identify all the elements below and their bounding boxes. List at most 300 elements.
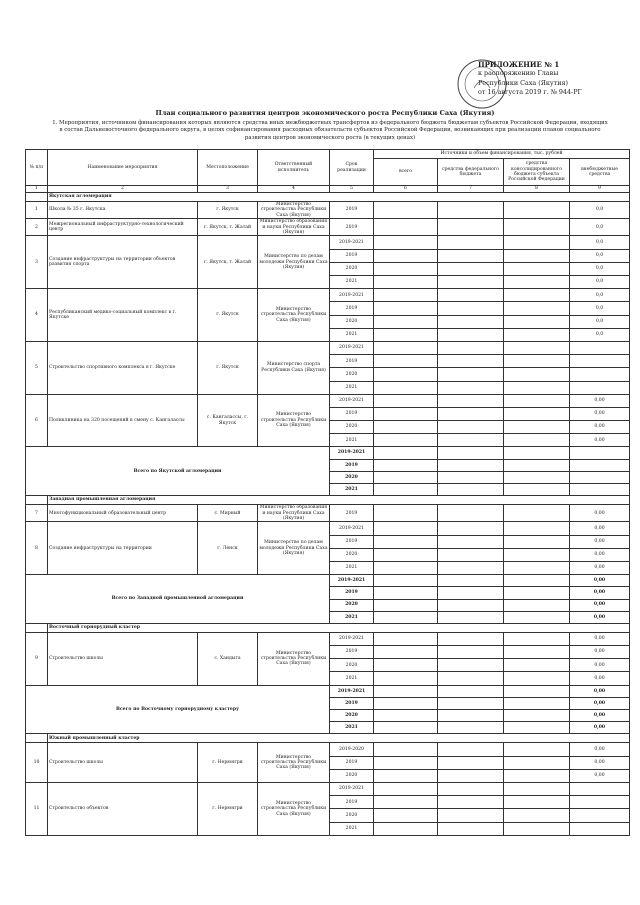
amount-federal: [438, 368, 504, 381]
amount-federal: [438, 809, 504, 822]
total-period: 2019: [330, 587, 374, 599]
measure-executor: Министерство строительства Республики Саха (Якутия): [258, 743, 330, 783]
total-extra: 0,00: [570, 587, 630, 599]
total-extra: 0,00: [570, 685, 630, 697]
amount-extra: 0,00: [570, 522, 630, 535]
table-row: [26, 219, 630, 236]
total-extra: [570, 471, 630, 483]
table-row: [26, 289, 630, 302]
section-title: Южный промышленный кластер: [48, 734, 630, 743]
measure-executor: Министерство строительства Республики Саха (Якутия): [258, 782, 330, 835]
amount-federal: [438, 756, 504, 769]
measure-name: Республиканский медико-социальный комплекс в г. Якутске: [48, 289, 198, 342]
approval-block: [478, 60, 628, 98]
row-number: 3: [26, 236, 48, 289]
header-location: Местоположение: [198, 150, 258, 186]
measure-executor: Министерство по делам молодежи Республики Саха (Якутия): [258, 236, 330, 289]
total-amount: [374, 697, 438, 709]
amount-total: [374, 782, 438, 795]
section-header-row: [26, 496, 630, 505]
plan-table: [25, 149, 630, 836]
amount-regional: [504, 236, 570, 249]
row-number: 9: [26, 632, 48, 685]
total-extra: [570, 484, 630, 496]
document-subtitle: 1. Мероприятия, источником финансирования которых являются средства иных межбюджетных трансфертов из федерального бюджета бюджетам субъектов Российской Федерации, входящих в состав Дальневосточного федерального округа, в целях софинансирования расходных обязательств субъектов Российской Федерации, возникающих при реализации планов социального развития центров экономического роста (в текущих ценах): [52, 120, 608, 141]
approval-line-2: к распоряжению Главы: [478, 69, 559, 78]
amount-extra: 0,0: [570, 202, 630, 219]
amount-extra: 0,0: [570, 276, 630, 289]
measure-executor: Министерство строительства Республики Саха (Якутия): [258, 394, 330, 447]
total-amount: [374, 587, 438, 599]
approval-line-1: ПРИЛОЖЕНИЕ № 1: [478, 60, 560, 69]
total-federal: [438, 599, 504, 611]
amount-regional: [504, 276, 570, 289]
total-regional: [504, 599, 570, 611]
total-federal: [438, 471, 504, 483]
total-federal: [438, 447, 504, 459]
measure-period: 2020: [330, 368, 374, 381]
total-period: 2021: [330, 611, 374, 623]
amount-federal: [438, 262, 504, 275]
amount-regional: [504, 561, 570, 574]
amount-federal: [438, 355, 504, 368]
amount-federal: [438, 407, 504, 420]
measure-period: 2019-2020: [330, 743, 374, 756]
total-extra: [570, 459, 630, 471]
total-amount: [374, 575, 438, 587]
measure-period: 2021: [330, 328, 374, 341]
amount-total: [374, 262, 438, 275]
document-title: План социального развития центров экономического роста Республики Саха (Якутия): [155, 109, 495, 117]
amount-regional: [504, 355, 570, 368]
amount-regional: [504, 368, 570, 381]
amount-federal: [438, 219, 504, 236]
amount-total: [374, 276, 438, 289]
amount-federal: [438, 249, 504, 262]
amount-federal: [438, 522, 504, 535]
total-amount: [374, 484, 438, 496]
amount-total: [374, 407, 438, 420]
row-number: 4: [26, 289, 48, 342]
amount-extra: [570, 782, 630, 795]
column-number: 6: [374, 186, 438, 193]
amount-regional: [504, 289, 570, 302]
table-row: [26, 341, 630, 354]
amount-regional: [504, 421, 570, 434]
measure-name: Создание инфраструктуры на территории: [48, 522, 198, 575]
amount-extra: 0,0: [570, 249, 630, 262]
amount-total: [374, 659, 438, 672]
measure-period: 2019-2021: [330, 522, 374, 535]
amount-federal: [438, 289, 504, 302]
amount-extra: 0,00: [570, 769, 630, 782]
measure-period: 2020: [330, 421, 374, 434]
amount-regional: [504, 219, 570, 236]
total-federal: [438, 611, 504, 623]
amount-extra: 0,0: [570, 315, 630, 328]
measure-executor: Министерство по делам молодежи Республики Саха (Якутия): [258, 522, 330, 575]
table-row: [26, 522, 630, 535]
amount-regional: [504, 809, 570, 822]
total-row: [26, 447, 630, 459]
total-regional: [504, 710, 570, 722]
amount-total: [374, 381, 438, 394]
amount-regional: [504, 672, 570, 685]
approval-line-4: от 16 августа 2019 г. № 944-РГ: [478, 88, 582, 97]
total-amount: [374, 685, 438, 697]
measure-location: г. Ленск: [198, 522, 258, 575]
measure-period: 2021: [330, 381, 374, 394]
amount-total: [374, 561, 438, 574]
measure-location: с. Мирный: [198, 505, 258, 522]
measure-period: 2019: [330, 796, 374, 809]
header-period: Срок реализации: [330, 150, 374, 186]
amount-federal: [438, 421, 504, 434]
header-funding: Источники и объем финансирования, тыс. рублей: [374, 150, 630, 159]
amount-total: [374, 646, 438, 659]
amount-federal: [438, 315, 504, 328]
measure-name: Строительство спортивного комплекса в г. Якутске: [48, 341, 198, 394]
header-executor: Ответственный исполнитель: [258, 150, 330, 186]
total-amount: [374, 599, 438, 611]
measure-period: 2019: [330, 505, 374, 522]
measure-name: Многофункциональный образовательный центр: [48, 505, 198, 522]
measure-executor: Министерство строительства Республики Саха (Якутия): [258, 289, 330, 342]
amount-total: [374, 302, 438, 315]
measure-period: 2019: [330, 355, 374, 368]
total-amount: [374, 447, 438, 459]
amount-federal: [438, 632, 504, 645]
total-extra: 0,00: [570, 599, 630, 611]
amount-extra: 0,00: [570, 421, 630, 434]
amount-extra: 0,00: [570, 394, 630, 407]
total-regional: [504, 611, 570, 623]
measure-period: 2021: [330, 276, 374, 289]
amount-federal: [438, 659, 504, 672]
column-numbers-row: [26, 186, 630, 193]
amount-total: [374, 219, 438, 236]
amount-regional: [504, 341, 570, 354]
amount-extra: [570, 796, 630, 809]
total-extra: 0,00: [570, 722, 630, 734]
section-header-row: [26, 623, 630, 632]
amount-extra: 0,00: [570, 659, 630, 672]
amount-federal: [438, 505, 504, 522]
total-regional: [504, 685, 570, 697]
total-extra: 0,00: [570, 611, 630, 623]
header-name: Наименование мероприятия: [48, 150, 198, 186]
measure-location: г. Якутск, г. Жатай: [198, 219, 258, 236]
total-label: Всего по Восточному горнорудному кластеру: [26, 685, 330, 734]
amount-regional: [504, 302, 570, 315]
amount-federal: [438, 743, 504, 756]
total-period: 2020: [330, 471, 374, 483]
total-period: 2019: [330, 697, 374, 709]
measure-location: с. Хандыга: [198, 632, 258, 685]
measure-period: 2019: [330, 249, 374, 262]
total-federal: [438, 722, 504, 734]
amount-regional: [504, 262, 570, 275]
amount-total: [374, 328, 438, 341]
amount-federal: [438, 328, 504, 341]
total-amount: [374, 710, 438, 722]
section-header-row: [26, 734, 630, 743]
amount-federal: [438, 381, 504, 394]
amount-federal: [438, 822, 504, 835]
amount-total: [374, 289, 438, 302]
measure-period: 2019: [330, 646, 374, 659]
amount-extra: 0,0: [570, 328, 630, 341]
amount-total: [374, 434, 438, 447]
measure-location: с. Кангалассы, г. Якутск: [198, 394, 258, 447]
amount-extra: 0,00: [570, 548, 630, 561]
header-federal: средства федерального бюджета: [438, 159, 504, 186]
measure-location: г. Якутск, г. Жатай: [198, 236, 258, 289]
row-number: 5: [26, 341, 48, 394]
measure-period: 2019: [330, 756, 374, 769]
row-number: 11: [26, 782, 48, 835]
amount-extra: [570, 341, 630, 354]
row-number: 2: [26, 219, 48, 236]
total-amount: [374, 459, 438, 471]
measure-period: 2020: [330, 769, 374, 782]
section-title: Восточный горнорудный кластер: [48, 623, 630, 632]
amount-total: [374, 315, 438, 328]
amount-federal: [438, 236, 504, 249]
amount-total: [374, 822, 438, 835]
amount-regional: [504, 434, 570, 447]
amount-regional: [504, 535, 570, 548]
amount-total: [374, 756, 438, 769]
total-federal: [438, 587, 504, 599]
table-row: [26, 782, 630, 795]
amount-extra: 0,00: [570, 535, 630, 548]
section-spacer: [26, 734, 48, 743]
amount-extra: 0,0: [570, 302, 630, 315]
measure-period: 2020: [330, 809, 374, 822]
total-period: 2020: [330, 710, 374, 722]
amount-federal: [438, 769, 504, 782]
total-extra: [570, 447, 630, 459]
amount-regional: [504, 632, 570, 645]
amount-extra: 0,0: [570, 219, 630, 236]
column-number: 1: [26, 186, 48, 193]
amount-total: [374, 394, 438, 407]
amount-regional: [504, 646, 570, 659]
amount-extra: 0,00: [570, 743, 630, 756]
amount-federal: [438, 796, 504, 809]
measure-period: 2021: [330, 822, 374, 835]
measure-period: 2019-2021: [330, 236, 374, 249]
amount-extra: 0,0: [570, 236, 630, 249]
amount-regional: [504, 522, 570, 535]
amount-total: [374, 548, 438, 561]
total-row: [26, 575, 630, 587]
measure-period: 2021: [330, 434, 374, 447]
total-amount: [374, 471, 438, 483]
section-header-row: [26, 193, 630, 202]
measure-name: Строительство школы: [48, 632, 198, 685]
total-federal: [438, 685, 504, 697]
header-num: № п/п: [26, 150, 48, 186]
total-period: 2019-2021: [330, 447, 374, 459]
amount-regional: [504, 769, 570, 782]
amount-total: [374, 809, 438, 822]
amount-federal: [438, 561, 504, 574]
total-regional: [504, 471, 570, 483]
header-total: всего: [374, 159, 438, 186]
total-period: 2021: [330, 484, 374, 496]
measure-executor: Министерство строительства Республики Саха (Якутия): [258, 632, 330, 685]
row-number: 1: [26, 202, 48, 219]
amount-extra: 0,00: [570, 672, 630, 685]
amount-total: [374, 341, 438, 354]
table-row: [26, 632, 630, 645]
measure-name: Школа № 35 г. Якутска: [48, 202, 198, 219]
total-period: 2019-2021: [330, 685, 374, 697]
measure-name: Создание инфраструктуры на территории объектов развития спорта: [48, 236, 198, 289]
amount-regional: [504, 659, 570, 672]
column-number: 9: [570, 186, 630, 193]
section-title: Якутская агломерация: [48, 193, 630, 202]
amount-total: [374, 236, 438, 249]
total-row: [26, 685, 630, 697]
amount-regional: [504, 782, 570, 795]
amount-regional: [504, 315, 570, 328]
total-extra: 0,00: [570, 575, 630, 587]
measure-period: 2019-2021: [330, 394, 374, 407]
amount-regional: [504, 328, 570, 341]
section-spacer: [26, 496, 48, 505]
amount-total: [374, 202, 438, 219]
total-period: 2019: [330, 459, 374, 471]
total-federal: [438, 459, 504, 471]
measure-executor: Министерство образования и науки Республики Саха (Якутия): [258, 219, 330, 236]
table-row: [26, 505, 630, 522]
table-row: [26, 236, 630, 249]
measure-period: 2019-2021: [330, 782, 374, 795]
total-regional: [504, 575, 570, 587]
total-federal: [438, 575, 504, 587]
amount-regional: [504, 407, 570, 420]
table-row: [26, 743, 630, 756]
header-extra: внебюджетные средства: [570, 159, 630, 186]
plan-table-body: [26, 193, 630, 836]
amount-regional: [504, 756, 570, 769]
amount-total: [374, 522, 438, 535]
measure-period: 2019: [330, 202, 374, 219]
total-regional: [504, 587, 570, 599]
total-period: 2019-2021: [330, 575, 374, 587]
amount-federal: [438, 434, 504, 447]
amount-extra: 0,00: [570, 756, 630, 769]
total-label: Всего по Якутской агломерации: [26, 447, 330, 496]
column-number: 4: [258, 186, 330, 193]
amount-federal: [438, 276, 504, 289]
amount-regional: [504, 202, 570, 219]
amount-extra: 0,0: [570, 262, 630, 275]
measure-location: г. Якутск: [198, 289, 258, 342]
amount-regional: [504, 822, 570, 835]
amount-regional: [504, 381, 570, 394]
amount-total: [374, 505, 438, 522]
total-regional: [504, 722, 570, 734]
amount-extra: 0,00: [570, 505, 630, 522]
measure-period: 2021: [330, 672, 374, 685]
row-number: 6: [26, 394, 48, 447]
measure-name: Строительство объектов: [48, 782, 198, 835]
amount-extra: 0,00: [570, 434, 630, 447]
measure-location: г. Якутск: [198, 341, 258, 394]
total-amount: [374, 722, 438, 734]
column-number: 5: [330, 186, 374, 193]
amount-extra: [570, 381, 630, 394]
measure-location: г. Нерюнгри: [198, 743, 258, 783]
amount-total: [374, 355, 438, 368]
total-period: 2020: [330, 599, 374, 611]
total-extra: 0,00: [570, 710, 630, 722]
section-spacer: [26, 623, 48, 632]
amount-extra: 0,0: [570, 289, 630, 302]
amount-extra: 0,00: [570, 407, 630, 420]
row-number: 10: [26, 743, 48, 783]
column-number: 7: [438, 186, 504, 193]
total-period: 2021: [330, 722, 374, 734]
row-number: 7: [26, 505, 48, 522]
amount-extra: [570, 355, 630, 368]
total-amount: [374, 611, 438, 623]
measure-period: 2019-2021: [330, 289, 374, 302]
column-number: 2: [48, 186, 198, 193]
amount-extra: 0,00: [570, 561, 630, 574]
measure-period: 2020: [330, 659, 374, 672]
measure-period: 2019: [330, 535, 374, 548]
total-regional: [504, 459, 570, 471]
row-number: 8: [26, 522, 48, 575]
section-title: Западная промышленная агломерация: [48, 496, 630, 505]
amount-total: [374, 368, 438, 381]
measure-period: 2020: [330, 315, 374, 328]
amount-extra: [570, 368, 630, 381]
amount-total: [374, 421, 438, 434]
measure-executor: Министерство спорта Республики Саха (Якутия): [258, 341, 330, 394]
amount-total: [374, 743, 438, 756]
measure-period: 2021: [330, 561, 374, 574]
total-federal: [438, 484, 504, 496]
amount-regional: [504, 394, 570, 407]
measure-period: 2019: [330, 407, 374, 420]
amount-total: [374, 672, 438, 685]
amount-federal: [438, 672, 504, 685]
measure-location: г. Нерюнгри: [198, 782, 258, 835]
measure-location: г. Якутск: [198, 202, 258, 219]
amount-extra: [570, 822, 630, 835]
measure-name: Межрегиональный инфраструктурно-технологический центр: [48, 219, 198, 236]
amount-regional: [504, 249, 570, 262]
amount-federal: [438, 302, 504, 315]
total-regional: [504, 697, 570, 709]
measure-period: 2019: [330, 219, 374, 236]
amount-regional: [504, 548, 570, 561]
measure-executor: Министерство образования и науки Республики Саха (Якутия): [258, 505, 330, 522]
amount-regional: [504, 505, 570, 522]
measure-name: Строительство школы: [48, 743, 198, 783]
amount-extra: [570, 809, 630, 822]
amount-total: [374, 632, 438, 645]
section-spacer: [26, 193, 48, 202]
total-federal: [438, 697, 504, 709]
total-extra: 0,00: [570, 697, 630, 709]
